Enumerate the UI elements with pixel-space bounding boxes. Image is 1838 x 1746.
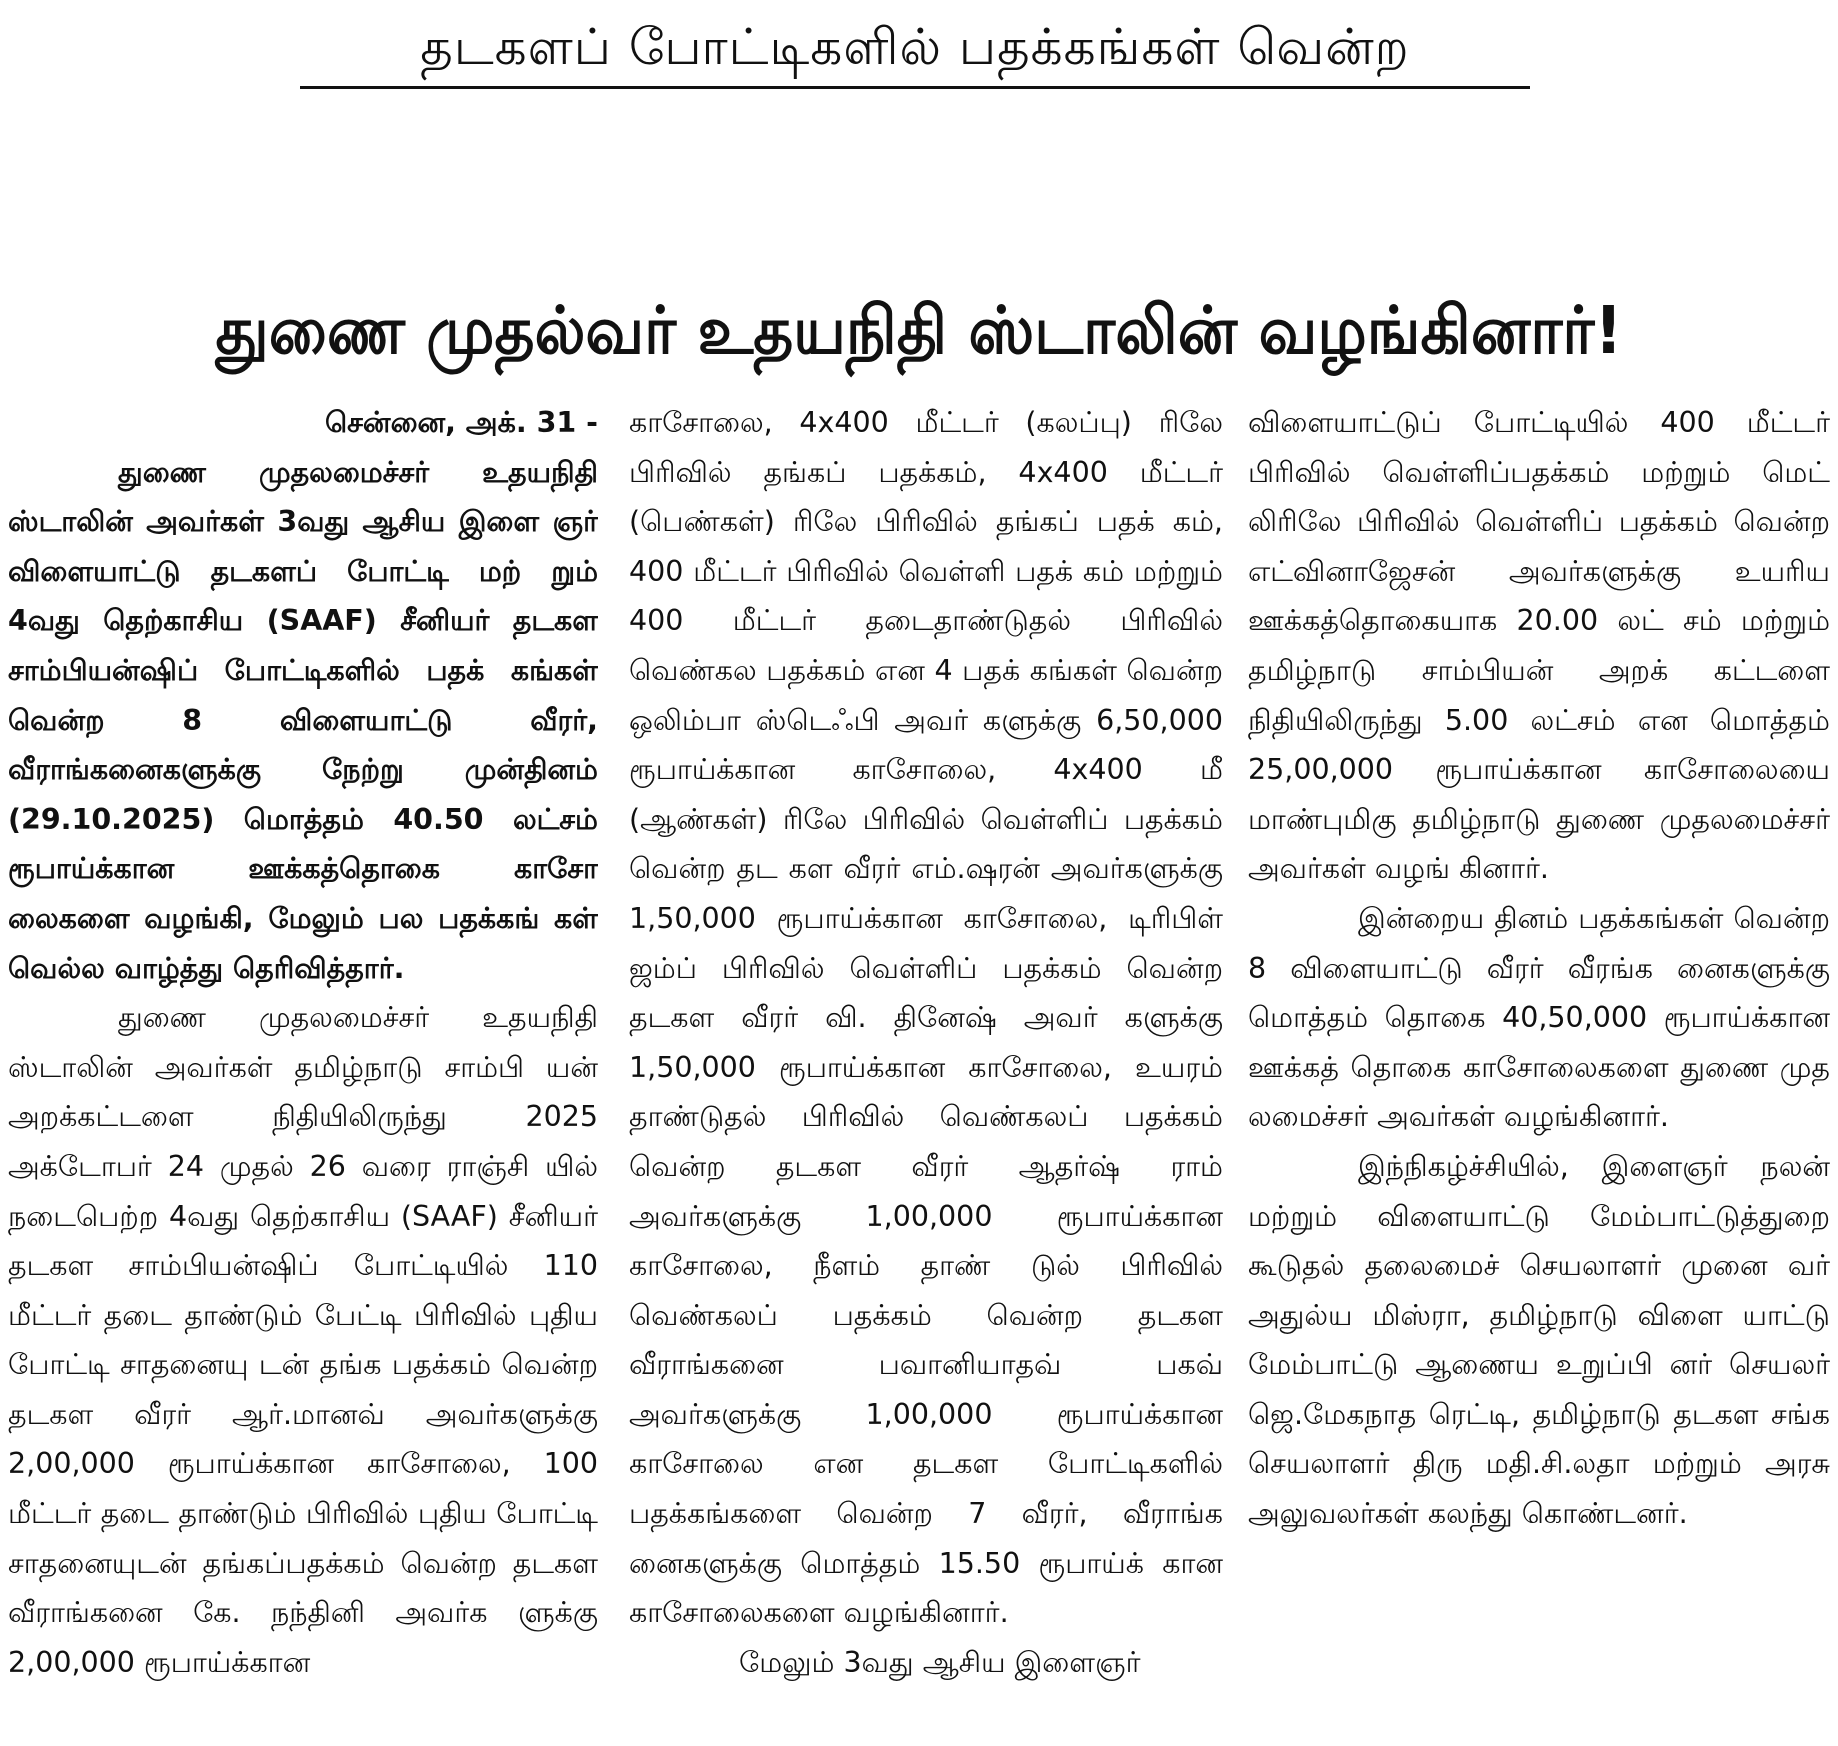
article-subheadline: துணை முதல்வர் உதயநிதி ஸ்டாலின் வழங்கினார்! xyxy=(215,292,1623,369)
body-paragraph-1: துணை முதலமைச்சர் உதயநிதி ஸ்டாலின் அவர்கள் தமிழ்நாடு சாம்பி யன் அறக்கட்டளை நிதியிலிருந்து 2025 அக்டோபர் 24 முதல் 26 வரை ராஞ்சி யில் நடைபெற்ற 4வது தெற்காசிய (SAAF) சீனியர் தடகள சாம்பியன்ஷிப் போட்டியில் 110 மீட்டர் தடை தாண்டும் பேட்டி பிரிவில் புதிய போட்டி சாதனையு டன் தங்க பதக்கம் வென்ற தடகள வீரர் ஆர்.மானவ் அவர்களுக்கு 2,00,000 ரூபாய்க்கான காசோலை, 100 மீட்டர் தடை தாண்டும் பிரிவில் புதிய போட்டி சாதனையுடன் தங்கப்பதக்கம் வென்ற தடகள வீராங்கனை கே. நந்தினி அவர்க ளுக்கு 2,00,000 ரூபாய்க்கான xyxy=(8,1001,598,1679)
body-paragraph-2b: மேலும் 3வது ஆசிய இளைஞர் xyxy=(739,1645,1141,1679)
body-paragraph-3: விளையாட்டுப் போட்டியில் 400 மீட்டர் பிரிவில் வெள்ளிப்பதக்கம் மற்றும் மெட் லிரிலே பிரிவில் வெள்ளிப் பதக்கம் வென்ற எட்வினாஜேசன் அவர்களுக்கு உயரிய ஊக்கத்தொகையாக 20.00 லட் சம் மற்றும் தமிழ்நாடு சாம்பியன் அறக் கட்டளை நிதியிலிருந்து 5.00 லட்சம் என மொத்தம் 25,00,000 ரூபாய்க்கான காசோலையை மாண்புமிகு தமிழ்நாடு துணை முதலமைச்சர் அவர்கள் வழங் கினார். xyxy=(1248,406,1830,886)
article-headline xyxy=(6,245,1138,256)
body-paragraph-4: இன்றைய தினம் பதக்கங்கள் வென்ற 8 விளையாட்டு வீரர் வீரங்க னைகளுக்கு மொத்தம் தொகை 40,50,000 ரூபாய்க்கான ஊக்கத் தொகை காசோலைகளை துணை முத லமைச்சர் அவர்கள் வழங்கினார். xyxy=(1248,901,1830,1134)
article-kicker: தடகளப் போட்டிகளில் பதக்கங்கள் வென்ற xyxy=(300,14,1530,89)
column-3 xyxy=(1248,398,1830,1738)
body-paragraph-2: காசோலை, 4x400 மீட்டர் (கலப்பு) ரிலே பிரிவில் தங்கப் பதக்கம், 4x400 மீட்டர் (பெண்கள்) ரிலே பிரிவில் தங்கப் பதக் கம், 400 மீட்டர் பிரிவில் வெள்ளி பதக் கம் மற்றும் 400 மீட்டர் தடைதாண்டுதல் பிரிவில் வெண்கல பதக்கம் என 4 பதக் கங்கள் வென்ற ஒலிம்பா ஸ்டெஃபி அவர் களுக்கு 6,50,000 ரூபாய்க்கான காசோலை, 4x400 மீ (ஆண்கள்) ரிலே பிரிவில் வெள்ளிப் பதக்கம் வென்ற தட கள வீரர் எம்.ஷரன் அவர்களுக்கு 1,50,000 ரூபாய்க்கான காசோலை, டிரிபிள் ஜம்ப் பிரிவில் வெள்ளிப் பதக்கம் வென்ற தடகள வீரர் வி. தினேஷ் அவர் களுக்கு 1,50,000 ரூபாய்க்கான காசோலை, உயரம் தாண்டுதல் பிரிவில் வெண்கலப் பதக்கம் வென்ற தடகள வீரர் ஆதர்ஷ் ராம் அவர்களுக்கு 1,00,000 ரூபாய்க்கான காசோலை, நீளம் தாண் டுல் பிரிவில் வெண்கலப் பதக்கம் வென்ற தடகள வீராங்கனை பவானியாதவ் பகவ் அவர்களுக்கு 1,00,000 ரூபாய்க்கான காசோலை என தடகள போட்டிகளில் பதக்கங்களை வென்ற 7 வீரர், வீராங்க னைகளுக்கு மொத்தம் 15.50 ரூபாய்க் கான காசோலைகளை வழங்கினார். xyxy=(629,406,1223,1630)
headline-container xyxy=(0,126,1838,256)
column-1 xyxy=(8,398,598,1738)
article-body xyxy=(8,398,1830,1738)
body-paragraph-5: இந்நிகழ்ச்சியில், இளைஞர் நலன் மற்றும் விளையாட்டு மேம்பாட்டுத்துறை கூடுதல் தலைமைச் செயலாளர் முனை வர் அதுல்ய மிஸ்ரா, தமிழ்நாடு விளை யாட்டு மேம்பாட்டு ஆணைய உறுப்பி னர் செயலர் ஜெ.மேகநாத ரெட்டி, தமிழ்நாடு தடகள சங்க செயலாளர் திரு மதி.சி.லதா மற்றும் அரசு அலுவலர்கள் கலந்து கொண்டனர். xyxy=(1248,1149,1830,1531)
lead-paragraph: துணை முதலமைச்சர் உதயநிதி ஸ்டாலின் அவர்கள் 3வது ஆசிய இளை ஞர் விளையாட்டு தடகளப் போட்டி மற் றும் 4வது தெற்காசிய (SAAF) சீனியர் தடகள சாம்பியன்ஷிப் போட்டிகளில் பதக் கங்கள் வென்ற 8 விளையாட்டு வீரர், வீராங்கனைகளுக்கு நேற்று முன்தினம் (29.10.2025) மொத்தம் 40.50 லட்சம் ரூபாய்க்கான ஊக்கத்தொகை காசோ லைகளை வழங்கி, மேலும் பல பதக்கங் கள் வெல்ல வாழ்த்து தெரிவித்தார். xyxy=(8,455,598,985)
dateline: சென்னை, அக். 31 - xyxy=(324,406,598,439)
column-2 xyxy=(629,398,1223,1738)
